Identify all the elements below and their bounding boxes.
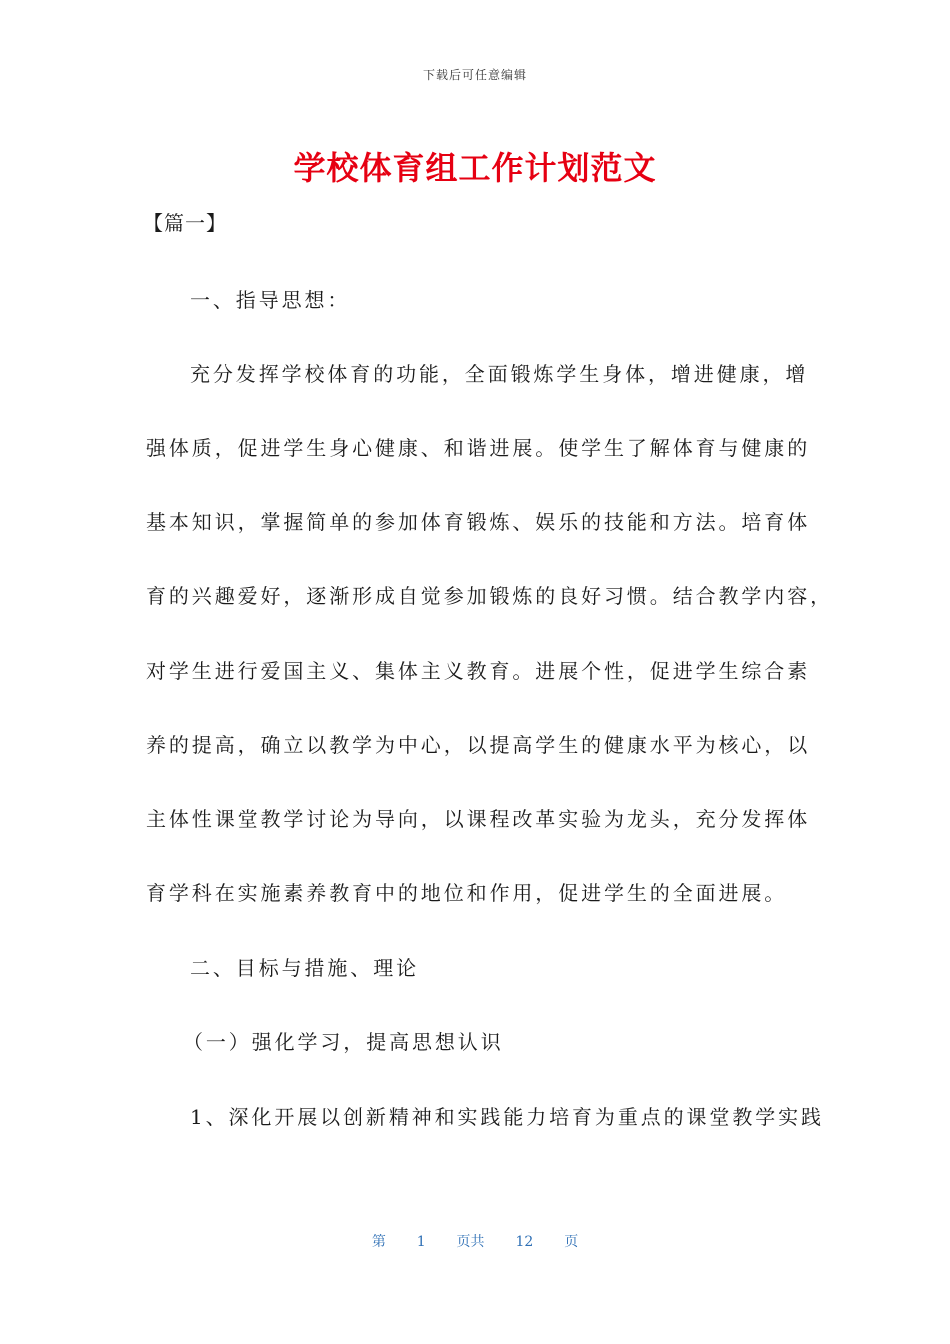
heading-goals-measures: 二、目标与措施、理论 xyxy=(190,956,419,980)
paragraph-line: 主体性课堂教学讨论为导向，以课程改革实验为龙头，充分发挥体 xyxy=(146,807,811,831)
paragraph-line: 育的兴趣爱好，逐渐形成自觉参加锻炼的良好习惯。结合教学内容， xyxy=(146,584,833,608)
paragraph-line: 养的提高，确立以教学为中心，以提高学生的健康水平为核心，以 xyxy=(146,733,811,757)
document-title: 学校体育组工作计划范文 xyxy=(293,149,657,187)
heading-guiding-thought: 一、指导思想： xyxy=(190,288,351,312)
header-note: 下载后可任意编辑 xyxy=(422,68,527,82)
paragraph-line: 基本知识，掌握简单的参加体育锻炼、娱乐的技能和方法。培育体 xyxy=(146,510,811,534)
paragraph-line: 对学生进行爱国主义、集体主义教育。进展个性，促进学生综合素 xyxy=(146,659,811,683)
total-pages-number: 12 xyxy=(515,1234,534,1250)
list-item: 1、深化开展以创新精神和实践能力培育为重点的课堂教学实践 xyxy=(190,1105,824,1129)
section-tag: 【篇一】 xyxy=(143,211,227,235)
subheading-strengthen-study: （一）强化学习，提高思想认识 xyxy=(183,1030,504,1054)
footer-suffix: 页 xyxy=(564,1234,579,1250)
footer-prefix: 第 xyxy=(371,1234,386,1250)
paragraph-line: 育学科在实施素养教育中的地位和作用，促进学生的全面进展。 xyxy=(146,881,788,905)
footer-middle: 页共 xyxy=(456,1234,485,1250)
page-footer xyxy=(0,1231,950,1251)
paragraph-line: 充分发挥学校体育的功能，全面锻炼学生身体，增进健康，增 xyxy=(190,362,809,386)
current-page-number: 1 xyxy=(416,1234,426,1250)
paragraph-line: 强体质，促进学生身心健康、和谐进展。使学生了解体育与健康的 xyxy=(146,436,811,460)
